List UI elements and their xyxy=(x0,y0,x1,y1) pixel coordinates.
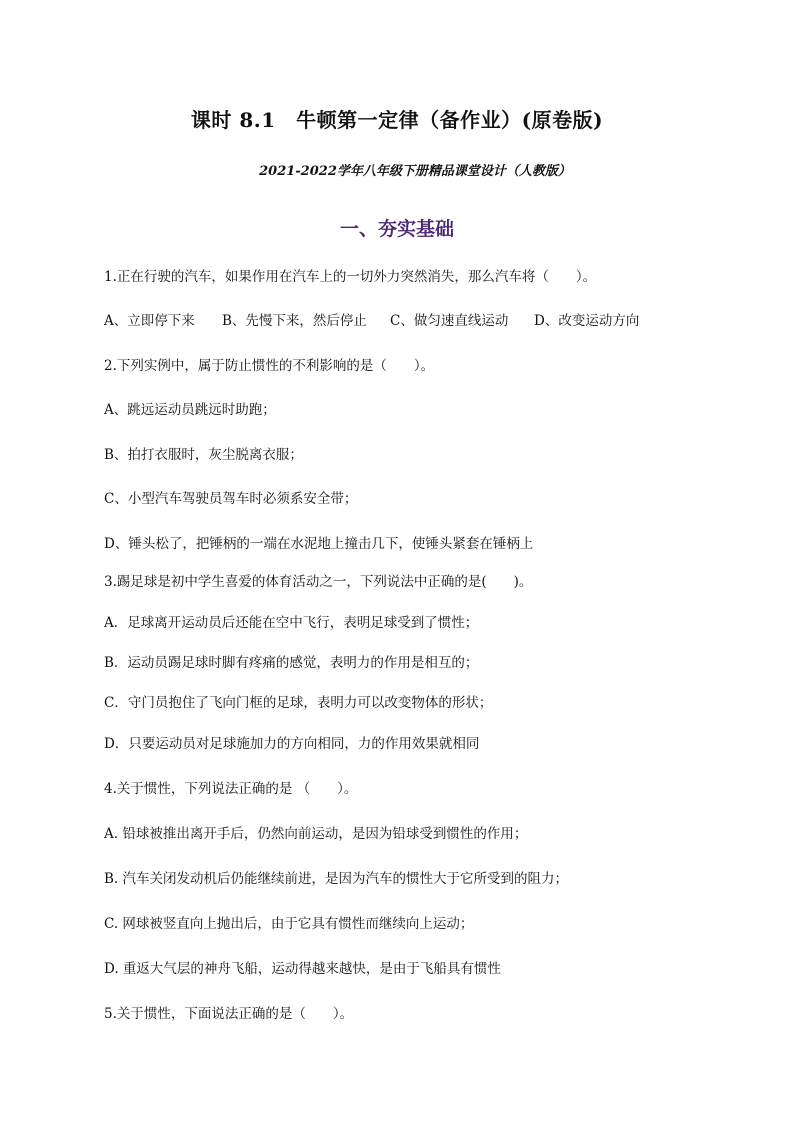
question-3-option-d: D．只要运动员对足球施加力的方向相同，力的作用效果就相同 xyxy=(104,736,480,752)
question-1-option-c: C、做匀速直线运动 xyxy=(390,313,509,329)
question-3-option-c: C．守门员抱住了飞向门框的足球，表明力可以改变物体的形状； xyxy=(104,695,493,711)
question-1-option-d: D、改变运动方向 xyxy=(534,313,640,329)
question-1-options xyxy=(104,312,639,330)
question-4-stem: 4.关于惯性，下列说法正确的是 （ ）。 xyxy=(104,781,358,797)
question-2-option-c: C、小型汽车驾驶员驾车时必须系安全带； xyxy=(104,491,358,507)
question-3-stem: 3.踢足球是初中学生喜爱的体育活动之一，下列说法中正确的是( )。 xyxy=(104,574,533,590)
question-3-option-b: B．运动员踢足球时脚有疼痛的感觉，表明力的作用是相互的； xyxy=(104,655,479,671)
document-title: 课时 8.1 牛顿第一定律（备作业）(原卷版) xyxy=(190,108,604,132)
question-2-option-d: D、锤头松了，把锤柄的一端在水泥地上撞击几下，使锤头紧套在锤柄上 xyxy=(104,536,534,552)
question-1-option-b: B、先慢下来，然后停止 xyxy=(222,313,367,329)
question-5-stem: 5.关于惯性，下面说法正确的是（ ）。 xyxy=(104,1006,354,1022)
section-heading: 一、夯实基础 xyxy=(339,218,454,240)
question-4-option-c: C. 网球被竖直向上抛出后，由于它具有惯性而继续向上运动； xyxy=(104,916,474,932)
question-4-option-d: D. 重返大气层的神舟飞船，运动得越来越快，是由于飞船具有惯性 xyxy=(104,961,501,977)
question-1-stem: 1.正在行驶的汽车，如果作用在汽车上的一切外力突然消失，那么汽车将（ ）。 xyxy=(104,269,597,285)
document-subtitle: 2021-2022学年八年级下册精品课堂设计（人教版） xyxy=(259,164,571,179)
question-3-option-a: A．足球离开运动员后还能在空中飞行，表明足球受到了惯性； xyxy=(104,615,479,631)
question-2-option-b: B、拍打衣服时，灰尘脱离衣服； xyxy=(104,447,303,463)
question-4-option-b: B. 汽车关闭发动机后仍能继续前进，是因为汽车的惯性大于它所受到的阻力； xyxy=(104,871,569,887)
question-2-option-a: A、跳远运动员跳远时助跑； xyxy=(104,402,276,418)
question-1-option-a: A、立即停下来 xyxy=(104,313,195,329)
question-4-option-a: A. 铅球被推出离开手后，仍然向前运动，是因为铅球受到惯性的作用； xyxy=(104,826,528,842)
question-2-stem: 2.下列实例中，属于防止惯性的不利影响的是（ ）。 xyxy=(104,358,435,374)
